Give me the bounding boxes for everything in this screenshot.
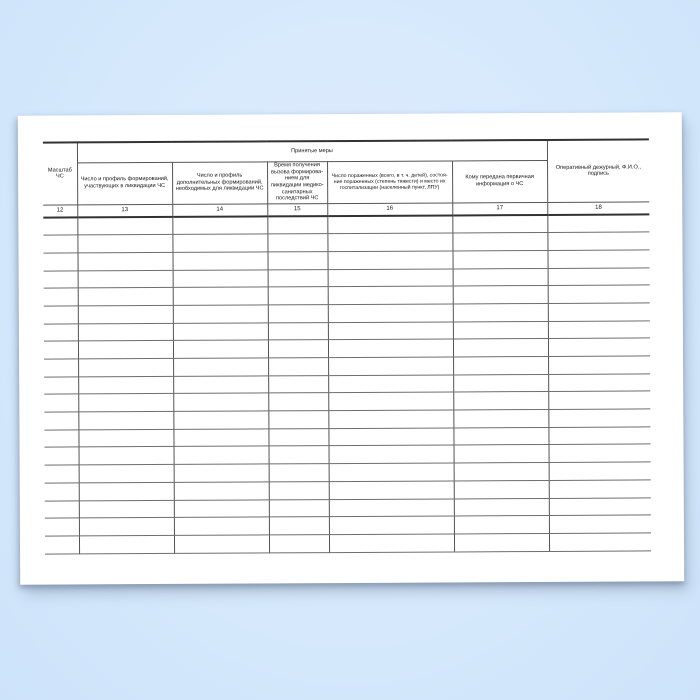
body-cell [44,324,78,342]
body-cell [174,446,269,464]
body-cell [329,516,454,534]
body-cell [454,516,549,534]
body-cell [328,410,453,428]
body-cell [328,322,453,340]
body-cell [78,305,173,323]
body-cell [268,375,328,393]
body-row [45,533,651,554]
body-cell [547,214,649,232]
body-cell [549,462,651,480]
body-cell [548,391,650,409]
body-cell [43,253,77,271]
column-number-14: 14 [172,203,267,216]
body-cell [329,534,454,552]
body-cell [173,429,268,447]
body-cell [77,235,172,253]
body-cell [268,393,328,411]
body-cell [328,286,453,304]
body-cell [452,215,547,233]
column-header-additional-formations: Число и профиль дополнительных формирований, необходимых для ликвидации ЧС [172,161,267,203]
body-cell [549,497,651,515]
document-page [18,112,684,584]
body-cell [174,464,269,482]
body-cell [173,323,268,341]
body-cell [269,517,329,535]
body-cell [453,303,548,321]
body-cell [79,535,174,553]
body-cell [173,305,268,323]
body-cell [44,288,78,306]
body-cell [549,533,651,551]
body-cell [77,217,172,235]
body-cell [329,445,454,463]
body-cell [173,340,268,358]
body-cell [269,446,329,464]
body-cell [174,535,269,553]
body-cell [268,428,328,446]
body-cell [79,518,174,536]
body-cell [267,216,327,234]
body-cell [44,394,78,412]
body-cell [174,517,269,535]
body-cell [79,465,174,483]
column-number-18: 18 [547,201,649,215]
body-cell [328,339,453,357]
body-cell [44,341,78,359]
body-cell [328,428,453,446]
body-cell [452,250,547,268]
body-cell [453,392,548,410]
body-cell [454,463,549,481]
form-table [43,138,651,554]
body-cell [79,447,174,465]
body-cell [452,233,547,251]
body-cell [454,445,549,463]
body-cell [269,534,329,552]
body-cell [173,411,268,429]
body-cell [173,269,268,287]
body-cell [45,465,79,483]
body-cell [453,286,548,304]
body-cell [45,483,79,501]
body-cell [454,480,549,498]
body-cell [327,251,452,269]
body-cell [453,374,548,392]
body-cell [78,358,173,376]
body-cell [44,377,78,395]
body-cell [78,288,173,306]
body-cell [44,359,78,377]
body-cell [174,499,269,517]
body-cell [267,234,327,252]
column-header-formations: Число и профиль формирований, участвующих в ликвидации ЧС [77,162,172,204]
body-cell [453,339,548,357]
body-cell [173,287,268,305]
body-cell [327,233,452,251]
body-cell [328,304,453,322]
body-cell [453,410,548,428]
body-cell [269,481,329,499]
column-header-scale: Масштаб ЧС [43,142,77,204]
body-cell [78,376,173,394]
body-cell [268,340,328,358]
column-header-call-time: Время получения вызова формирова- нием для ликвидации медико-санитарных последствий ЧС [267,161,327,203]
body-cell [44,270,78,288]
body-cell [172,216,267,234]
column-header-info-recipient: Кому передана первичная информация о ЧС [452,160,547,202]
body-cell [548,356,650,374]
column-header-casualties: Число пораженных (всего, в т. ч. детей), состоя- ние пораженных (степень тяжести) и место их госпитализации (населенный пункт, ЛПУ) [327,160,452,203]
body-cell [172,252,267,270]
body-cell [44,412,78,430]
body-cell [44,430,78,448]
body-cell [547,232,649,250]
body-cell [269,499,329,517]
body-cell [548,427,650,445]
body-cell [268,269,328,287]
body-cell [269,464,329,482]
group-header-measures: Принятые меры [77,140,547,162]
body-cell [43,235,77,253]
body-cell [454,498,549,516]
body-cell [173,393,268,411]
body-cell [268,305,328,323]
body-cell [268,287,328,305]
body-cell [78,341,173,359]
body-cell [268,411,328,429]
body-cell [173,376,268,394]
body-cell [548,285,650,303]
body-cell [45,447,79,465]
body-cell [45,500,79,518]
body-cell [549,515,651,533]
body-cell [173,358,268,376]
body-cell [45,518,79,536]
body-cell [77,252,172,270]
body-cell [548,338,650,356]
body-cell [453,356,548,374]
column-header-duty-officer: Оперативный дежурный, Ф.И.О., подпись [547,139,649,202]
column-number-16: 16 [327,202,452,216]
body-cell [549,480,651,498]
body-cell [328,375,453,393]
body-cell [78,429,173,447]
body-cell [328,269,453,287]
body-cell [172,234,267,252]
column-number-17: 17 [452,202,547,215]
body-cell [328,357,453,375]
body-cell [549,444,651,462]
body-cell [268,358,328,376]
body-cell [548,321,650,339]
body-cell [547,250,649,268]
body-cell [454,533,549,551]
body-cell [453,321,548,339]
column-number-13: 13 [77,204,172,217]
body-cell [79,500,174,518]
form-table-body [43,214,651,553]
body-cell [79,482,174,500]
body-cell [174,482,269,500]
body-cell [548,303,650,321]
header-group-row [43,139,649,162]
body-cell [548,374,650,392]
body-cell [548,267,650,285]
body-cell [78,394,173,412]
body-cell [78,411,173,429]
body-cell [328,392,453,410]
body-cell [267,251,327,269]
body-cell [329,481,454,499]
column-number-12: 12 [43,204,77,217]
body-cell [268,322,328,340]
body-cell [43,217,77,235]
body-cell [44,306,78,324]
body-cell [548,409,650,427]
body-cell [329,498,454,516]
body-cell [78,270,173,288]
column-number-15: 15 [267,203,327,216]
body-cell [453,268,548,286]
body-cell [329,463,454,481]
body-cell [453,427,548,445]
body-cell [78,323,173,341]
body-cell [327,215,452,233]
body-cell [45,536,79,554]
